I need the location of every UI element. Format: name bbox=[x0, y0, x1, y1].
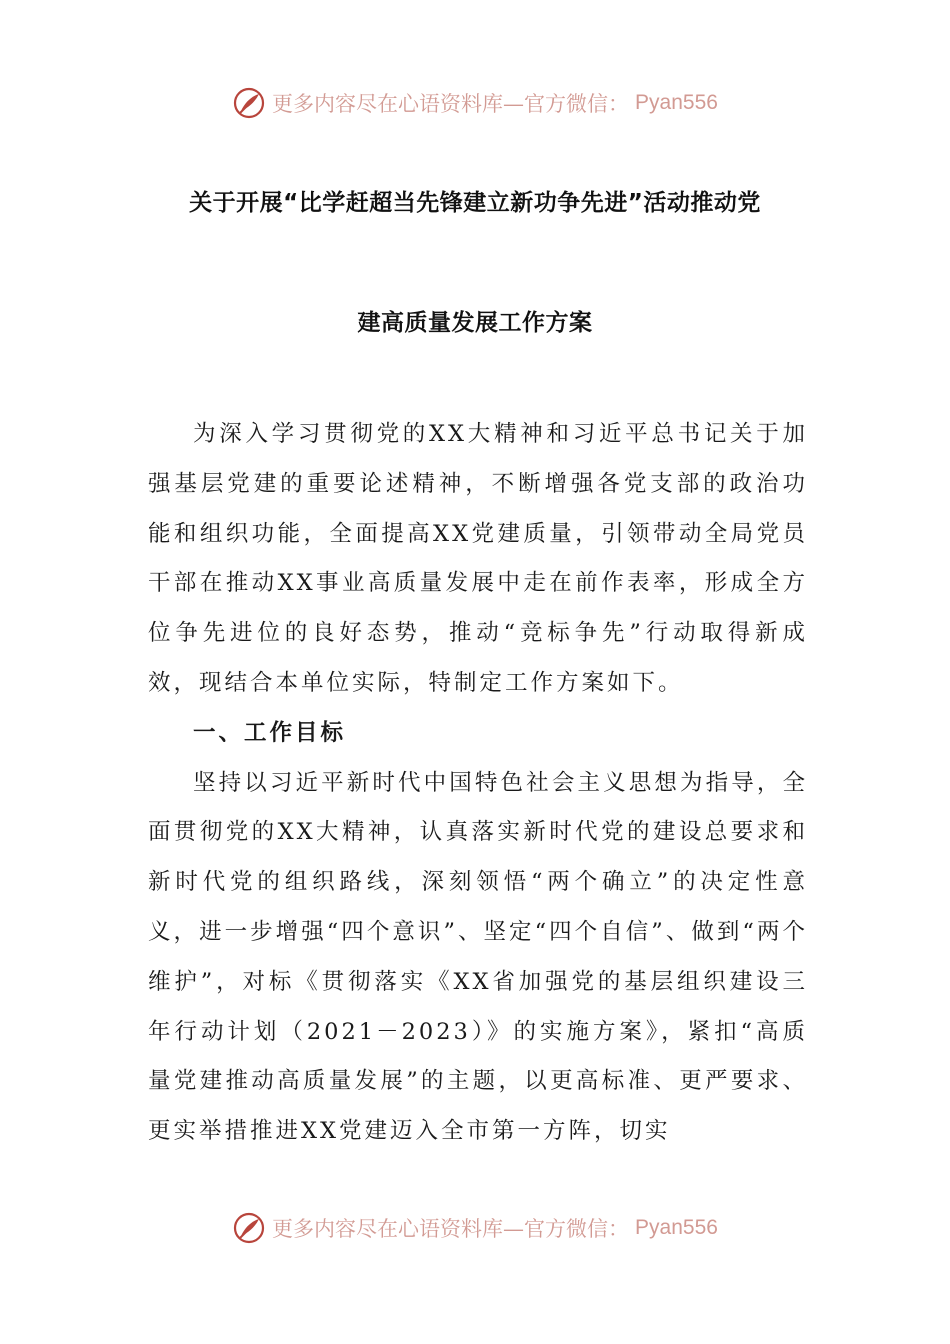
watermark-wechat-id: Pyan556 bbox=[635, 91, 718, 114]
document-title-line-2: 建高质量发展工作方案 bbox=[357, 310, 593, 336]
watermark-wechat-id: Pyan556 bbox=[635, 1216, 718, 1239]
intro-paragraph: 为深入学习贯彻党的XX大精神和习近平总书记关于加强基层党建的重要论述精神，不断增强各党支部的政治功能和组织功能，全面提高XX党建质量，引领带动全局党员干部在推动XX事业高质量发展中走在前作表率，形成全方位争先进位的良好态势，推动“竞标争先”行动取得新成效，现结合本单位实际，特制定工作方案如下。 bbox=[148, 421, 808, 696]
header-watermark bbox=[0, 86, 950, 120]
document-title-line-1: 关于开展“比学赶超当先锋建立新功争先进”活动推动党 bbox=[189, 190, 761, 216]
section-1-paragraph: 坚持以习近平新时代中国特色社会主义思想为指导，全面贯彻党的XX大精神，认真落实新时代党的建设总要求和新时代党的组织路线，深刻领悟“两个确立”的决定性意义，进一步增强“四个意识”、坚定“四个自信”、做到“两个维护”，对标《贯彻落实《XX省加强党的基层组织建设三年行动计划（2021－2023）》的实施方案》，紧扣“高质量党建推动高质量发展”的主题，以更高标准、更严要求、更实举措推进XX党建迈入全市第一方阵，切实 bbox=[148, 769, 808, 1145]
feather-pen-icon bbox=[232, 1211, 266, 1245]
footer-watermark bbox=[0, 1211, 950, 1245]
watermark-text: 更多内容尽在心语资料库—官方微信： bbox=[272, 92, 630, 116]
watermark-text: 更多内容尽在心语资料库—官方微信： bbox=[272, 1217, 630, 1241]
section-1-heading: 一、工作目标 bbox=[193, 719, 347, 746]
feather-pen-icon bbox=[232, 86, 266, 120]
document-body bbox=[148, 410, 808, 1157]
